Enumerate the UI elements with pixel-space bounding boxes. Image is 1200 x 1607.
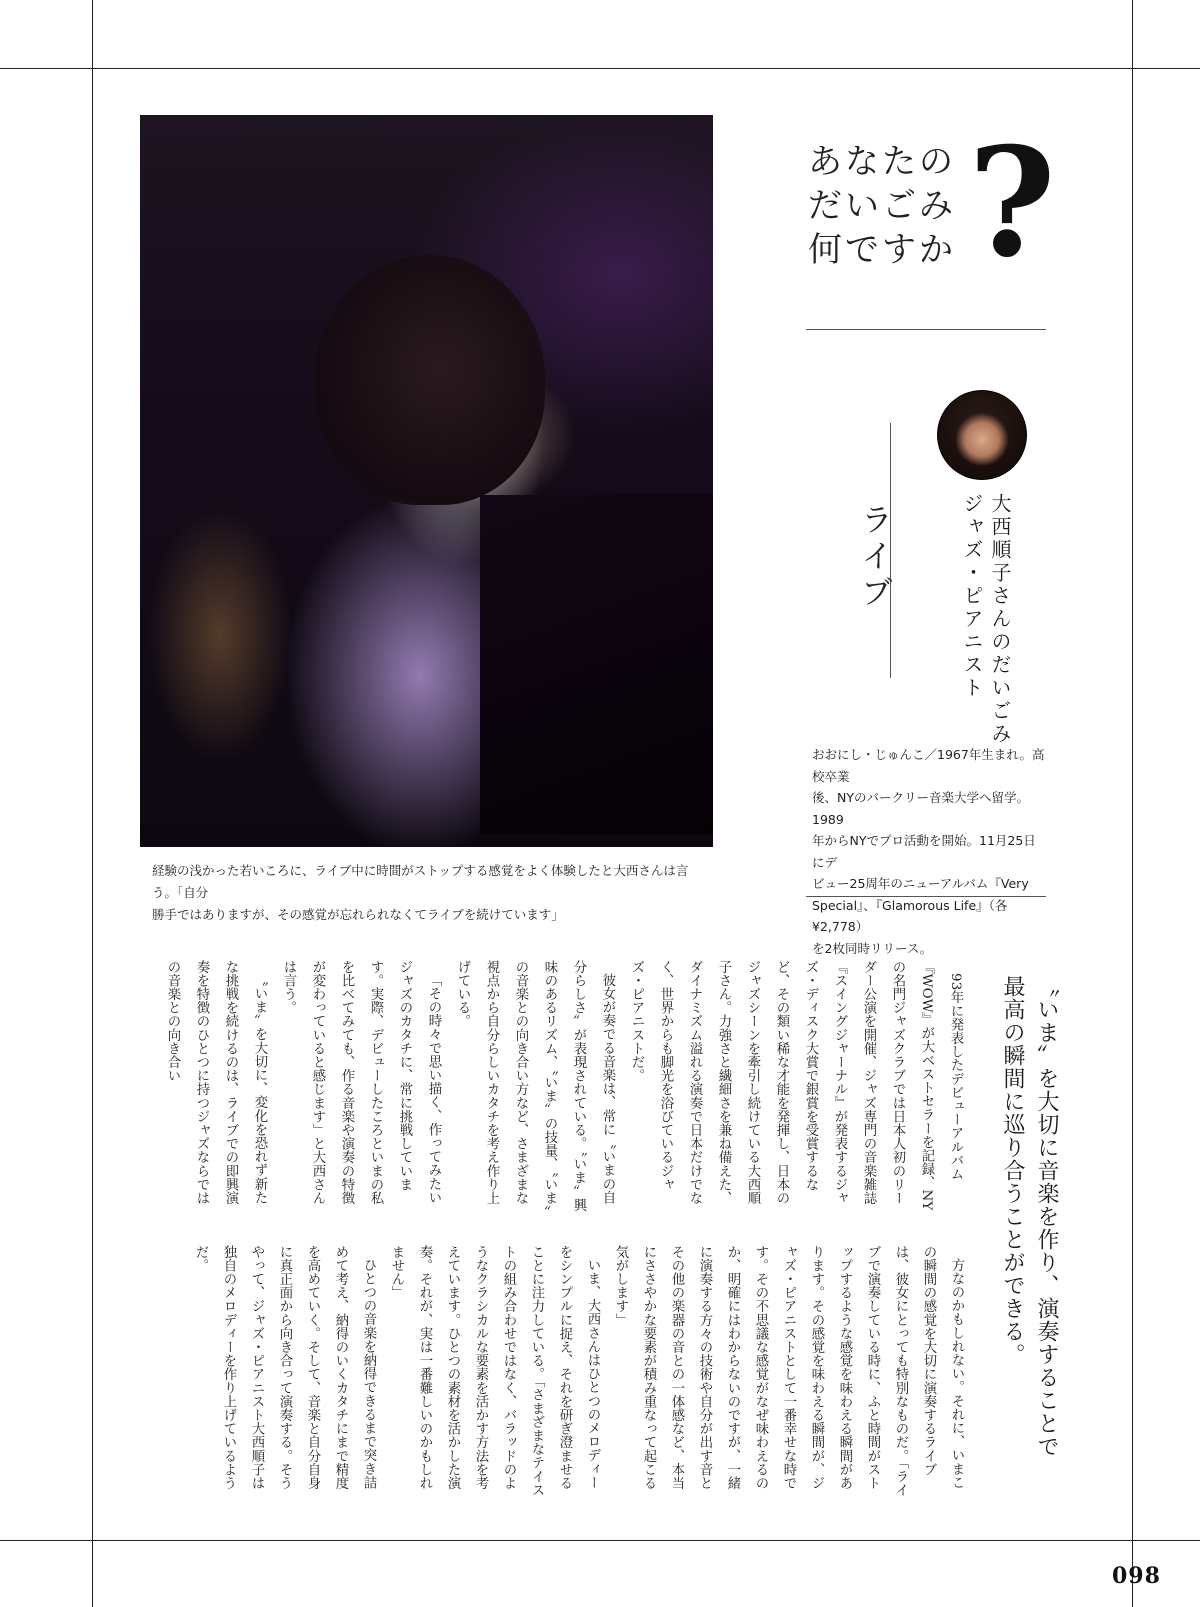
photo-caption [152,860,712,926]
photo-pianist-figure [315,255,545,505]
page-number: 098 [1112,1563,1161,1589]
headline-line: 最高の瞬間に巡り合うことができる。 [1000,975,1025,1366]
feature-topic: ライブ [856,503,894,611]
question-mark-icon: ? [968,115,1056,291]
bio-line: 後、NYのバークリー音楽大学へ留学。1989 [812,790,1029,827]
body-paragraph: ひとつの音楽を納得できるまで突き詰めて考え、納得のいくカタチにまで精度を高めていく。そして、音楽と自分自身に真正面から向き合って演奏する。そうやって、ジャズ・ピアニスト大西順子は独自のメロディーを作り上げているようだ。 [193,1245,376,1490]
body-paragraph: 彼女が奏でる音楽は、常に〝いまの自分らしさ〟が表現されている。〝いま〟興味のあるリズム、〝いま〟の技量、〝いま〟の音楽との向き合い方など、さまざまな視点から自分らしいカタチを考え作り上げている。 [455,960,615,1212]
bio-line: ビュー25周年のニューアルバム『Very [812,876,1029,891]
article-body-upper [130,960,970,1218]
frame-line-bottom [0,1540,1200,1541]
bio-line: 年からNYでプロ活動を開始。11月25日にデ [812,833,1036,870]
title-line: だいごみ [808,186,956,226]
page-title [808,140,956,272]
frame-line-top [0,68,1200,69]
body-paragraph: 〝いま〟を大切に、変化を恐れず新たな挑戦を続けるのは、ライブでの即興演奏を特徴のひとつに持つジャズならではの音楽との向き合い [165,960,267,1205]
body-paragraph: 「その時々で思い描く、作ってみたいジャズのカタチに、常に挑戦しています。実際、デビューしたころといまの私を比べてみても、作る音楽や演奏の特徴が変わっていると感じます」と大西さんは言う。 [281,960,441,1205]
performance-photo [140,115,713,847]
frame-line-right [1132,0,1133,1607]
divider-bottom [806,896,1046,897]
bio-line: おおにし・じゅんこ／1967年生まれ。高校卒業 [812,747,1045,784]
body-paragraph: いま、大西さんはひとつのメロディーをシンプルに捉え、それを研ぎ澄ませることに注力している。「さまざまなテイストの組み合わせではなく、バラッドのようなクラシカルな要素を活かす方法を考えています。ひとつの素材を活かした演奏。それが、実は一番難しいのかもしれません」 [389,1245,600,1497]
profile-kicker: ジャズ・ピアニスト [960,493,984,700]
bio-line: を2枚同時リリース。 [812,940,933,956]
bio-line: Special』、『Glamorous Life』（各¥2,778） [812,897,1008,934]
profile-name: 大西順子さんのだいごみ [988,493,1012,746]
avatar [937,390,1027,480]
caption-line: 勝手ではありますが、その感覚が忘れられなくてライブを続けています」 [152,907,564,922]
photo-piano [480,495,713,835]
title-line: 何ですか [808,230,956,270]
article-body-lower [110,1245,970,1503]
title-line: あなたの [808,142,956,182]
headline-line: 〝いま〟を大切に音楽を作り、演奏することで [1034,975,1059,1458]
divider-top [806,329,1046,330]
caption-line: 経験の浅かった若いころに、ライブ中に時間がストップする感覚をよく体験したと大西さんは言う。「自分 [152,863,689,900]
article-headline [995,975,1063,1535]
body-paragraph: 方なのかもしれない。それに、いまこの瞬間の感覚を大切に演奏するライブは、彼女にとっても特別なものだ。「ライブで演奏している時に、ふと時間がストップするような感覚を味わえる瞬間があります。その感覚を味わえる瞬間が、ジャズ・ピアニストとして一番幸せな時です。その不思議な感覚がなぜ味わえるのか、明確にはわからないのですが、一緒に演奏する方々の技術や自分が出す音とその他の楽器の音との一体感など、本当にささやかな要素が積み重なって起こる気がします」 [613,1245,964,1497]
profile-bio [812,744,1048,959]
body-paragraph: 93年に発表したデビューアルバム『WOW』が大ベストセラーを記録、NYの名門ジャズクラブでは日本人初のリーダー公演を開催、ジャズ専門の音楽雑誌『スイングジャーナル』が発表するジャズ・ディスク大賞で銀賞を受賞するなど、その類い稀な才能を発揮し、日本のジャズシーンを牽引し続けている大西順子さん。力強さと繊細さを兼ね備えた、ダイナミズム溢れる演奏で日本だけでなく、世界からも脚光を浴びているジャズ・ピアニストだ。 [629,960,963,1211]
frame-line-left [92,0,93,1607]
